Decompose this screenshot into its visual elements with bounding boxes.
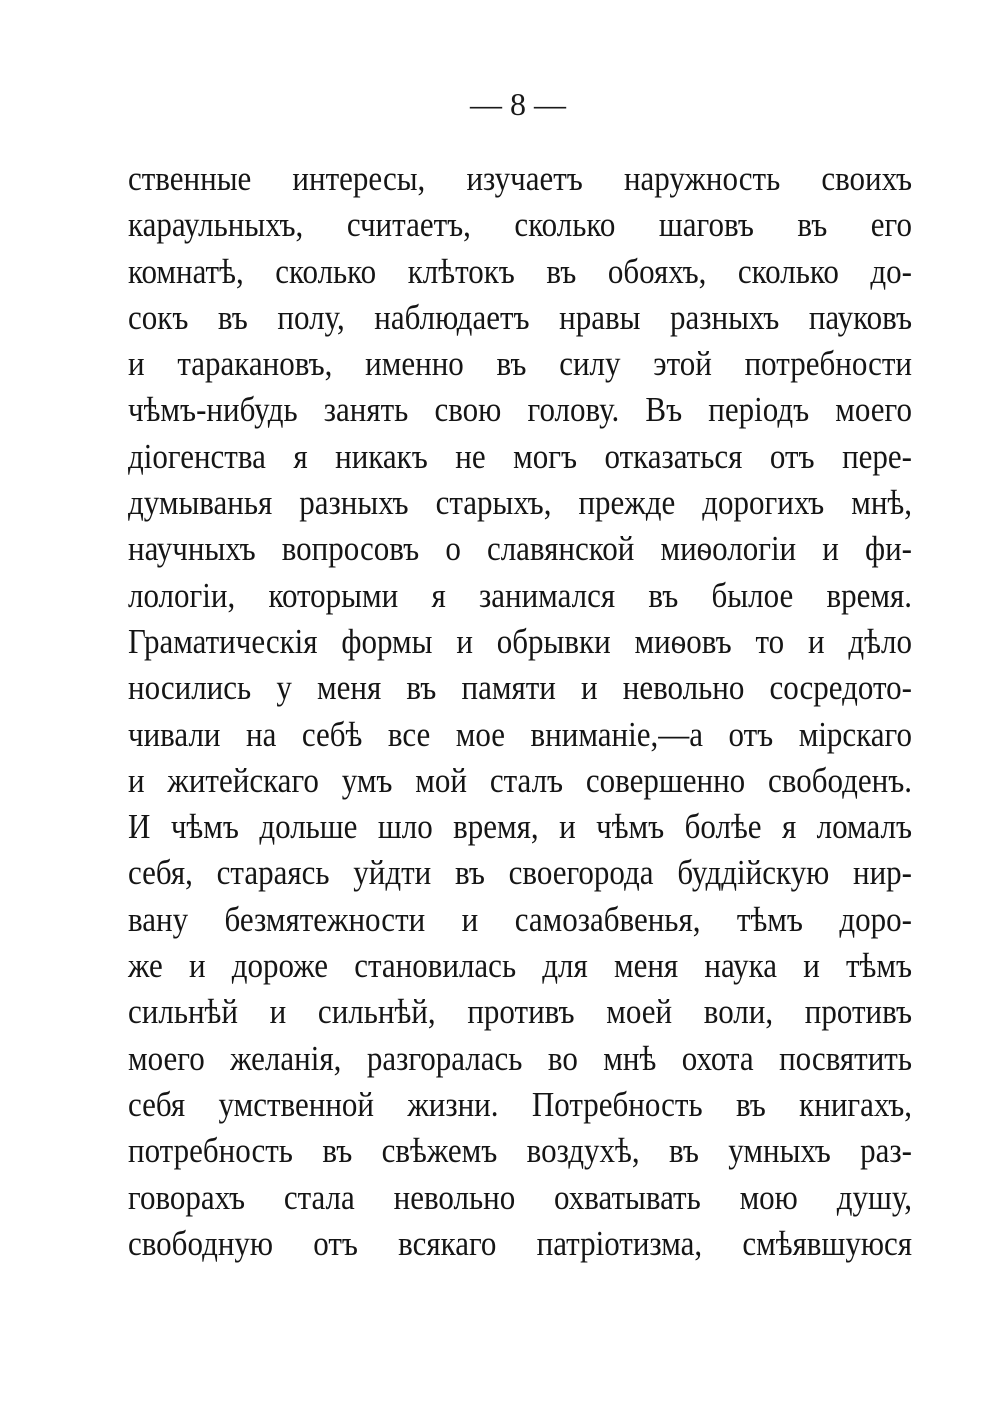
text-line: научныхъ вопросовъ о славянской миѳологіи и фи-: [128, 529, 912, 569]
text-line: свободную отъ всякаго патріотизма, смѣявшуюся: [128, 1223, 912, 1263]
text-line: чивали на себѣ все мое вниманіе,—а отъ мірскаго: [128, 714, 912, 754]
text-line: чѣмъ-нибудь занять свою голову. Въ періодъ моего: [128, 390, 912, 430]
text-line: моего желанія, разгоралась во мнѣ охота посвятить: [128, 1038, 912, 1078]
text-line: же и дороже становилась для меня наука и тѣмъ: [128, 945, 912, 986]
text-line: сильнѣй и сильнѣй, противъ моей воли, противъ: [128, 992, 912, 1032]
text-line: караульныхъ, считаетъ, сколько шаговъ въ его: [128, 205, 912, 245]
text-line: говорахъ стала невольно охватывать мою душу,: [128, 1177, 912, 1217]
text-line: и житейскаго умъ мой сталъ совершенно свободенъ.: [128, 760, 912, 800]
body-text: [128, 156, 912, 1267]
text-line: И чѣмъ дольше шло время, и чѣмъ болѣе я ломалъ: [128, 806, 912, 847]
text-line: себя, стараясь уйдти въ своегорода буддійскую нир-: [128, 853, 912, 893]
text-line: себя умственной жизни. Потребность въ книгахъ,: [128, 1084, 912, 1124]
text-line: потребность въ свѣжемъ воздухѣ, въ умныхъ раз-: [128, 1131, 912, 1171]
text-line: носились у меня въ памяти и невольно сосредото-: [128, 668, 912, 708]
text-line: и таракановъ, именно въ силу этой потребности: [128, 344, 912, 384]
text-line: Граматическія формы и обрывки миѳовъ то и дѣло: [128, 621, 912, 661]
text-line: сокъ въ полу, наблюдаетъ нравы разныхъ пауковъ: [128, 297, 912, 337]
text-line: думыванья разныхъ старыхъ, прежде дорогихъ мнѣ,: [128, 482, 912, 523]
text-line: вану безмятежности и самозабвенья, тѣмъ доро-: [128, 899, 912, 939]
page-number: — 8 —: [470, 86, 566, 122]
text-line: лологіи, которыми я занимался въ былое время.: [128, 575, 912, 615]
text-line: діогенства я никакъ не могъ отказаться отъ пере-: [128, 436, 912, 476]
text-line: ственные интересы, изучаетъ наружность своихъ: [128, 158, 912, 199]
text-line: комнатѣ, сколько клѣтокъ въ обояхъ, сколько до-: [128, 251, 912, 291]
